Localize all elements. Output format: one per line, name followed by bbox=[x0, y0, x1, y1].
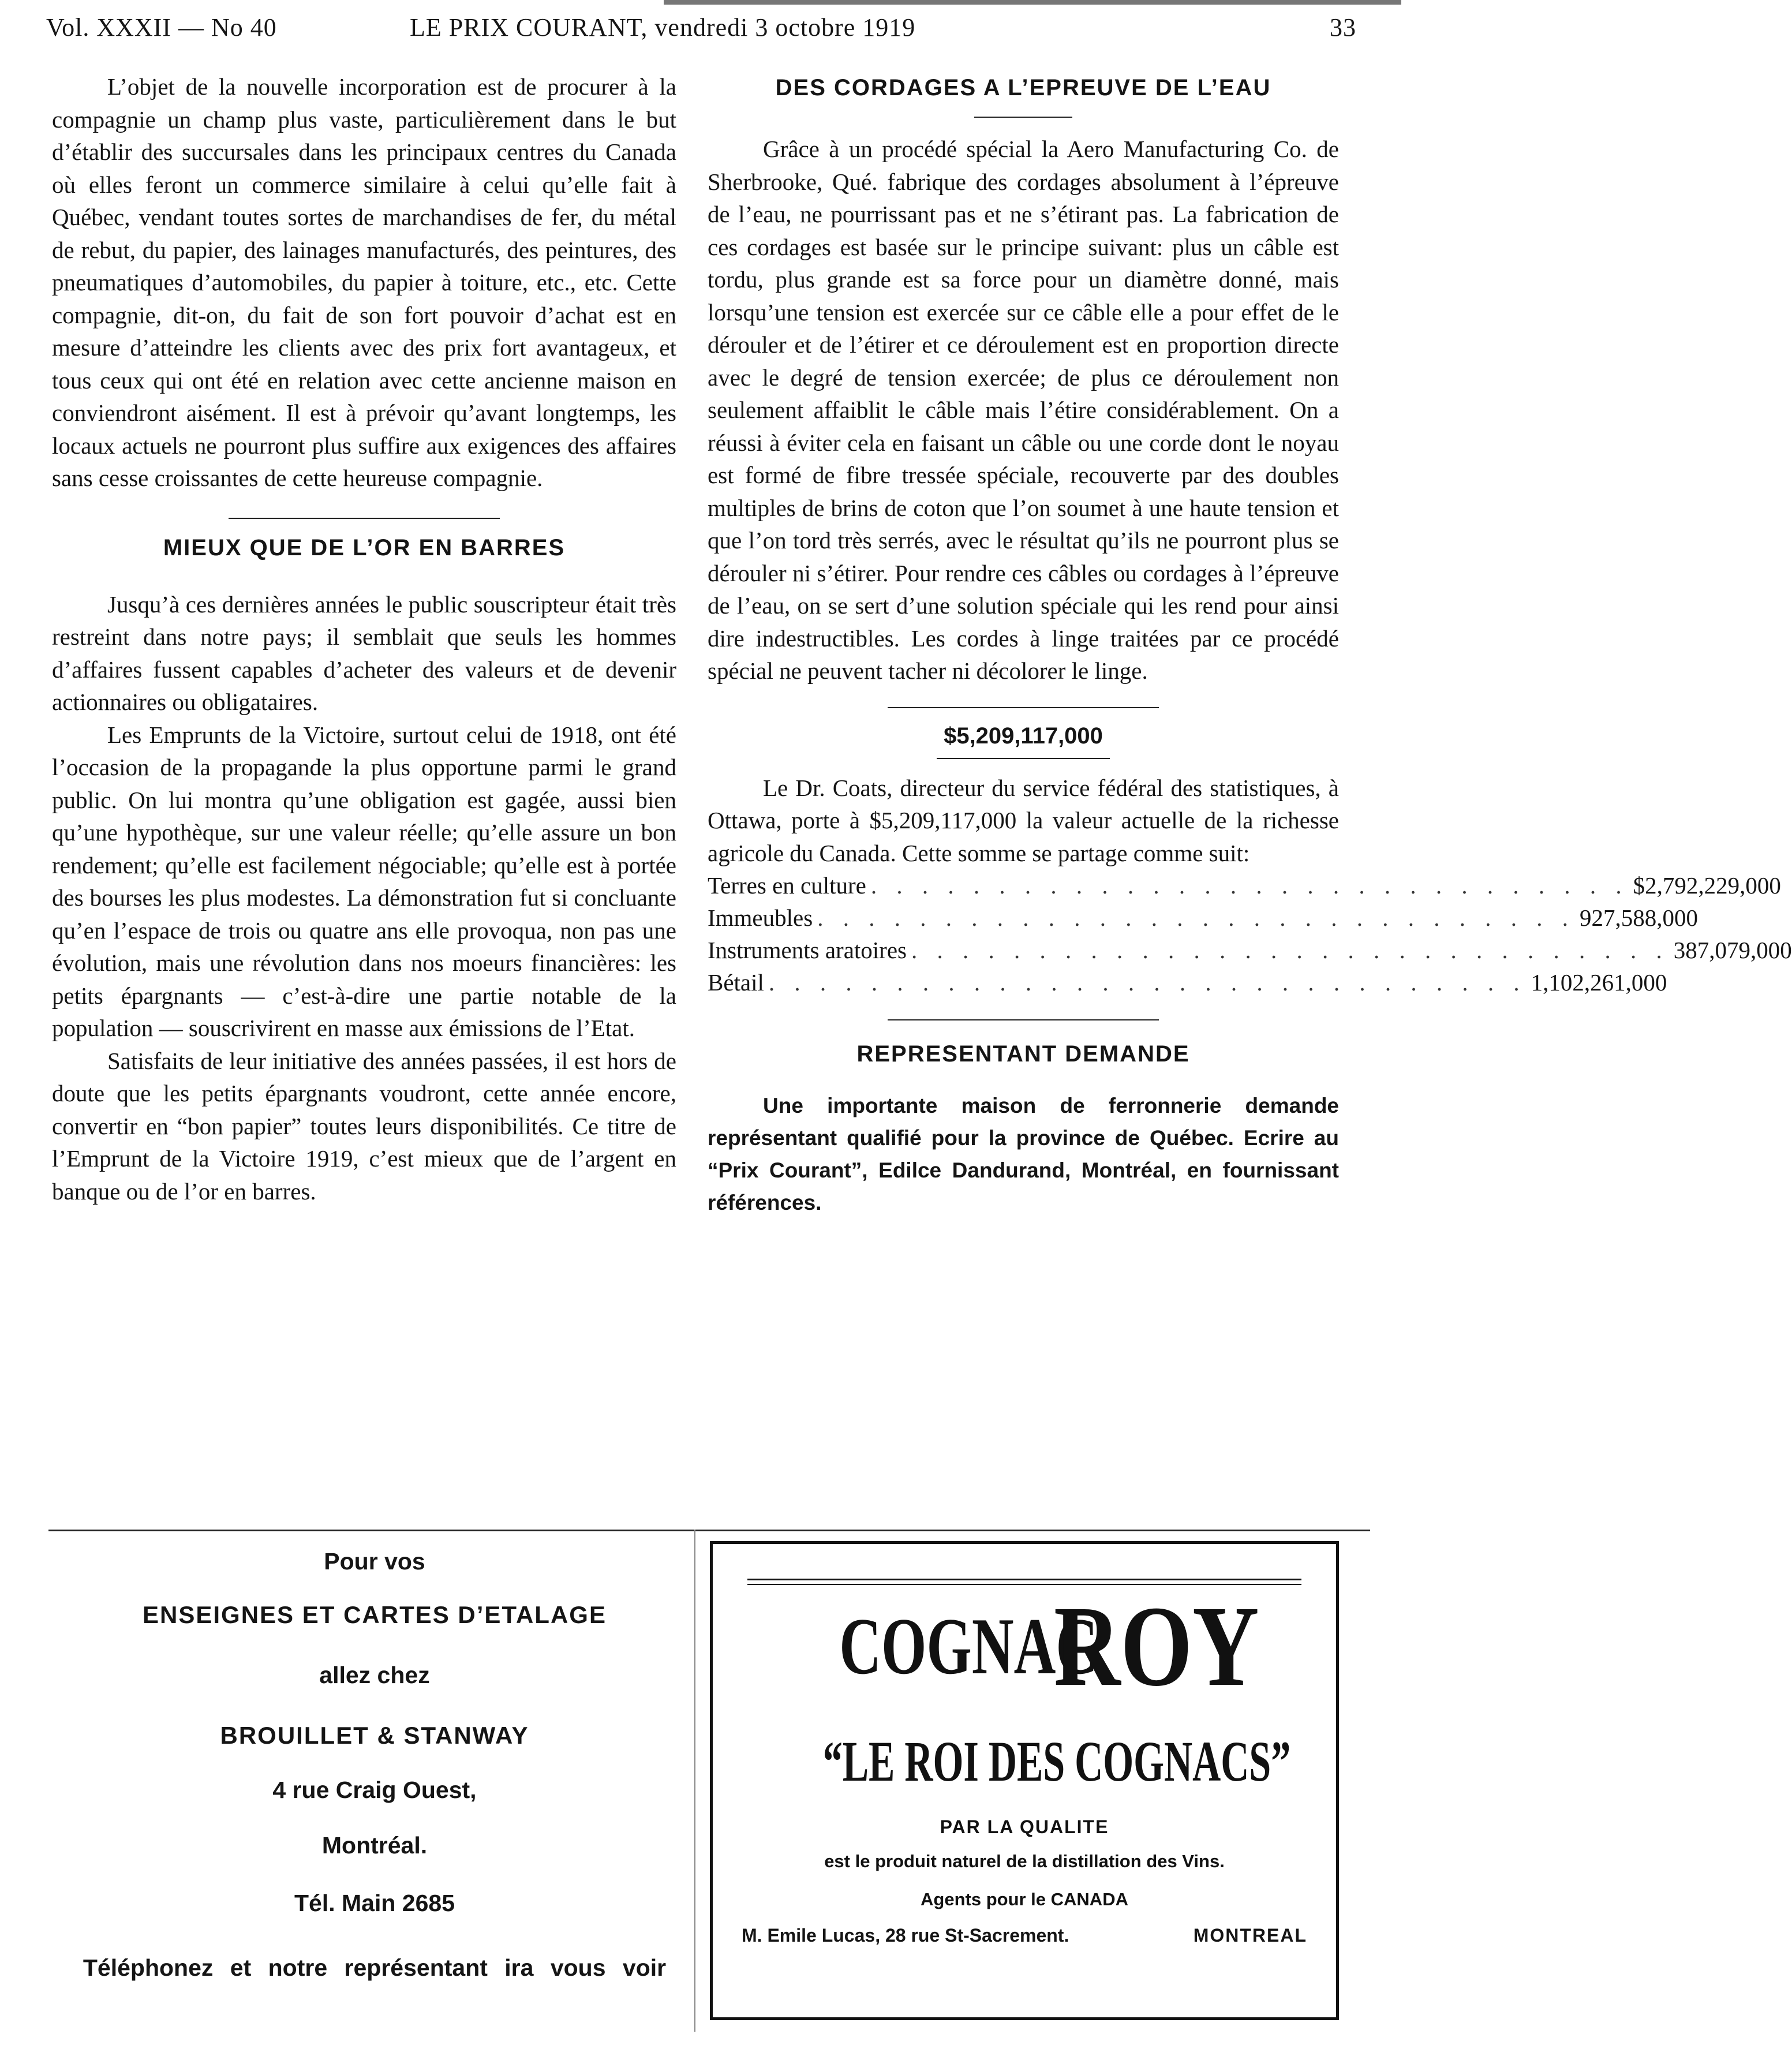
row-label: Immeubles bbox=[708, 904, 813, 931]
row-value: 927,588,000 bbox=[1579, 904, 1698, 931]
ad-line-address: 4 rue Craig Ouest, bbox=[272, 1777, 477, 1803]
ad-agent-address: M. Emile Lucas, 28 rue St-Sacrement. bbox=[742, 1925, 1069, 1946]
publication-title: LE PRIX COURANT, vendredi 3 octobre 1919 bbox=[410, 13, 916, 42]
ad-agent-city: MONTREAL bbox=[1193, 1925, 1307, 1946]
section-divider bbox=[888, 1019, 1159, 1020]
row-label: Instruments aratoires bbox=[708, 937, 907, 963]
left-column bbox=[52, 70, 676, 1207]
ad-product: est le produit naturel de la distillation des Vins. bbox=[824, 1851, 1225, 1871]
ad-line-enseignes: ENSEIGNES ET CARTES D’ETALAGE bbox=[143, 1601, 607, 1628]
gold-paragraph-3: Satisfaits de leur initiative des années passées, il est hors de doute que les petits épargnants voudront, cette année encore, convertir en “bon papier” toutes leurs disponibilités. Ce titre de l’Emprunt de la Victoire 1919, c’est mieux que de l’argent en banque ou de l’or en barres. bbox=[52, 1047, 676, 1205]
leader-dots: . . . . . . . . . . . . . . . . . . . . . . . . . . . . . . bbox=[817, 904, 1575, 931]
ad-line-company: BROUILLET & STANWAY bbox=[220, 1722, 529, 1749]
ad-slogan-wrap bbox=[713, 1730, 1336, 1793]
volume-number: Vol. XXXII — No 40 bbox=[46, 13, 277, 42]
cordages-paragraph: Grâce à un procédé spécial la Aero Manufacturing Co. de Sherbrooke, Qué. fabrique des cordages absolument à l’épreuve de l’eau, ne pourrissant pas et ne s’étirant pas. La fabrication de ces cordages est basée sur le principe suivant: plus un câble est tordu, plus grande est sa force pour un diamètre donné, mais lorsqu’une tension est exercée sur ce câble elle a pour effet de le dérouler et de l’étirer et ce déroulement est en proportion directe avec le degré de tension exercée; de plus ce déroulement non seulement affaiblit le câble mais l’étire considérablement. On a réussi à éviter cela en faisant un câble ou une corde dont le noyau est formé de fibre tressée spéciale, recouverte par des doubles multiples de brins de coton que l’on soumet à une haute tension et que l’on tord très serrés, avec le résultat qu’ils ne pourront plus se dérouler ni s’étirer. Pour rendre ces câbles ou cordages à l’épreuve de l’eau, on se sert d’une solution spéciale qui les rend pour ainsi dire indestructibles. Les cordes à linge traitées par ce procédé spécial ne peuvent tacher ni décolorer le linge. bbox=[708, 136, 1339, 684]
ad-line-city: Montréal. bbox=[321, 1832, 428, 1859]
ad-agents: Agents pour le CANADA bbox=[921, 1889, 1128, 1909]
leader-dots: . . . . . . . . . . . . . . . . . . . . . . . . . . . . . . bbox=[768, 969, 1527, 996]
table-row bbox=[708, 934, 1792, 966]
ad-line-call-to-action: Téléphonez et notre représentant ira vous voir bbox=[83, 1954, 667, 1981]
row-value: $2,792,229,000 bbox=[1633, 872, 1781, 899]
section-title-gold: MIEUX QUE DE L’OR EN BARRES bbox=[163, 534, 566, 560]
section-divider bbox=[937, 758, 1110, 759]
row-label: Terres en culture bbox=[708, 872, 866, 899]
leader-dots: . . . . . . . . . . . . . . . . . . . . . . . . . . . . . . bbox=[870, 872, 1629, 899]
ad-line-allez-chez: allez chez bbox=[319, 1662, 430, 1688]
table-row bbox=[708, 902, 1698, 934]
ad-brand bbox=[713, 1583, 1336, 1710]
wealth-paragraph: Le Dr. Coats, directeur du service fédéral des statistiques, à Ottawa, porte à $5,209,117,000 la valeur actuelle de la richesse agricole du Canada. Cette somme se partage comme suit: bbox=[708, 774, 1339, 866]
ad-cognac-roy bbox=[710, 1541, 1339, 2020]
ad-line-pour-vos: Pour vos bbox=[324, 1548, 425, 1575]
gold-paragraph-2: Les Emprunts de la Victoire, surtout celui de 1918, ont été l’occasion de la propagande la plus opportune parmi le grand public. On lui montra qu’une obligation est gagée, aussi bien qu’une hypothèque, sur une valeur réelle; qu’elle assure un bon rendement; qu’elle est facilement négociable; qu’elle est à portée des bourses les plus modestes. La démonstration fut si concluante qu’en l’espace de trois ou quatre ans elle provoqua, non pas une évolution, mais une révolution dans nos moeurs financières: les petits épargnants — c’est-à-dire une partie notable de la population — souscrivirent en masse aux émissions de l’Etat. bbox=[52, 721, 676, 1041]
section-title-representant: REPRESENTANT DEMANDE bbox=[856, 1041, 1190, 1067]
intro-paragraph: L’objet de la nouvelle incorporation est de procurer à la compagnie un champ plus vaste, particulièrement dans le but d’établir des succursales dans les principaux centres du Canada où elles feront un commerce similaire à celui qu’elle fait à Québec, vendant toutes sortes de marchandises de fer, du métal de rebut, du papier, des lainages manufacturés, des peintures, des pneumatiques d’automobiles, du papier à toiture, etc., etc. Cette compagnie, dit-on, du fait de son fort pouvoir d’achat est en mesure d’atteindre les clients avec des prix fort avantageux, et tous ceux qui ont été en relation avec cette ancienne maison en conviendront aisément. Il est à prévoir qu’avant longtemps, les locaux actuels ne pourront plus suffire aux exigences des affaires sans cesse croissantes de cette heureuse compagnie. bbox=[52, 73, 676, 491]
row-label: Bétail bbox=[708, 969, 764, 996]
representant-notice: Une importante maison de ferronnerie demande représentant qualifié pour la province de Québec. Ecrire au “Prix Courant”, Edilce Dandurand, Montréal, en fournissant références. bbox=[708, 1094, 1339, 1214]
ad-slogan: “LE ROI DES COGNACS” bbox=[822, 1729, 1291, 1793]
page-divider bbox=[48, 1530, 1370, 1531]
ad-quality: PAR LA QUALITE bbox=[940, 1816, 1109, 1837]
page-number: 33 bbox=[1330, 13, 1356, 42]
top-border-line bbox=[664, 0, 1401, 5]
brand-cognac: COGNAC bbox=[839, 1602, 1098, 1691]
page-header bbox=[46, 13, 1356, 47]
section-title-cordages: DES CORDAGES A L’EPREUVE DE L’EAU bbox=[775, 75, 1271, 100]
table-row bbox=[708, 966, 1667, 999]
wealth-table bbox=[708, 869, 1792, 999]
row-value: 1,102,261,000 bbox=[1531, 969, 1667, 996]
section-divider bbox=[974, 117, 1072, 118]
row-value: 387,079,000 bbox=[1673, 937, 1792, 963]
right-column bbox=[708, 70, 1792, 1219]
section-title-wealth: $5,209,117,000 bbox=[944, 723, 1103, 749]
brand-roy: ROY bbox=[1053, 1583, 1259, 1710]
section-divider bbox=[888, 707, 1159, 708]
section-divider bbox=[229, 518, 500, 519]
gold-paragraph-1: Jusqu’à ces dernières années le public souscripteur était très restreint dans notre pays; il semblait que seuls les hommes d’affaires fussent capables d’acheter des valeurs et de devenir actionnaires ou obligataires. bbox=[52, 590, 676, 715]
leader-dots: . . . . . . . . . . . . . . . . . . . . . . . . . . . . . . bbox=[911, 937, 1669, 963]
ad-line-phone: Tél. Main 2685 bbox=[294, 1890, 455, 1916]
table-row bbox=[708, 869, 1781, 902]
